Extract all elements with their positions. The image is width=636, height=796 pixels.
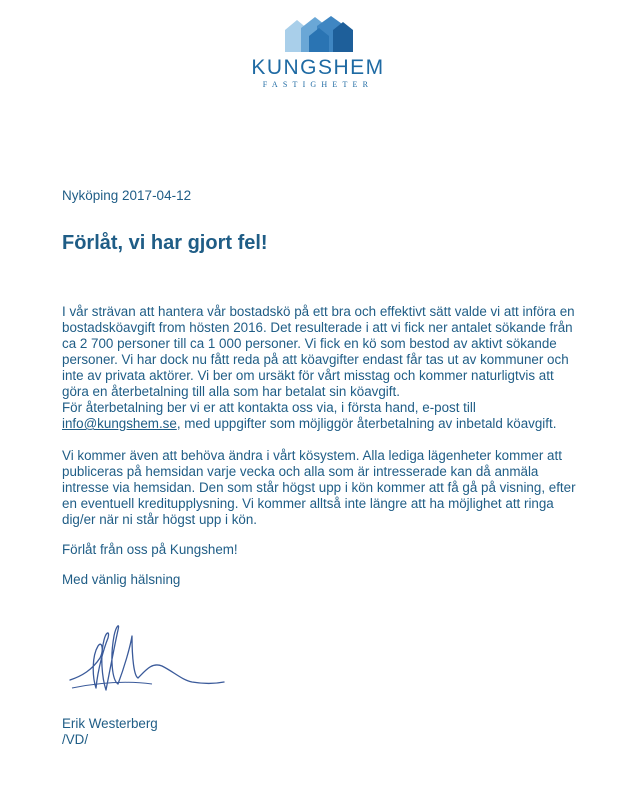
brand-subtitle: FASTIGHETER <box>262 80 374 89</box>
handwritten-signature <box>62 618 232 713</box>
letter-date: Nyköping 2017-04-12 <box>62 188 192 203</box>
paragraph-queue-system <box>62 448 618 528</box>
signer-block <box>62 716 158 748</box>
closing-line: Med vänlig hälsning <box>62 572 181 587</box>
text-line: intresse via hemsidan. Den som står högst upp i kön kommer att få gå på visning, efter <box>62 480 576 495</box>
text-line: ca 2 700 personer till ca 1 000 personer. Vi fick en kö som bestod av aktivt sökande <box>62 336 557 351</box>
text-line: , med uppgifter som möjliggör återbetalning av inbetald köavgift. <box>176 416 557 431</box>
text-line: en eventuell kreditupplysning. Vi kommer alltså inte längre att ha möjlighet att ringa <box>62 496 554 511</box>
houses-logo-icon <box>283 16 355 52</box>
text-line: bostadsköavgift from hösten 2016. Det resulterade i att vi fick ner antalet sökande från <box>62 320 573 335</box>
email-link[interactable]: info@kungshem.se <box>62 416 177 431</box>
text-line: För återbetalning ber vi er att kontakta oss via, i första hand, e-post till <box>62 400 476 415</box>
text-line: dig/er när ni står högst upp i kön. <box>62 512 258 527</box>
signature-icon <box>62 618 232 708</box>
text-line: I vår strävan att hantera vår bostadskö på ett bra och effektivt sätt valde vi att införa en <box>62 304 575 319</box>
text-line: inte av privata aktörer. Vi ber om ursäkt för vårt misstag och kommer naturligtvis att <box>62 368 554 383</box>
text-line: publiceras på hemsidan varje vecka och alla som är intresserade kan då anmäla <box>62 464 539 479</box>
apology-line: Förlåt från oss på Kungshem! <box>62 542 238 557</box>
signer-title: /VD/ <box>62 732 89 747</box>
brand-name: KUNGSHEM <box>251 56 385 79</box>
text-line: Vi kommer även att behöva ändra i vårt kösystem. Alla lediga lägenheter kommer att <box>62 448 562 463</box>
paragraph-refund <box>62 304 618 432</box>
signer-name: Erik Westerberg <box>62 716 158 731</box>
letter-title: Förlåt, vi har gjort fel! <box>62 232 268 254</box>
text-line: personer. Vi har dock nu fått reda på att köavgifter endast får tas ut av kommuner och <box>62 352 569 367</box>
kungshem-logo <box>0 0 636 100</box>
text-line: göra en återbetalning till alla som har betalat sin köavgift. <box>62 384 400 399</box>
